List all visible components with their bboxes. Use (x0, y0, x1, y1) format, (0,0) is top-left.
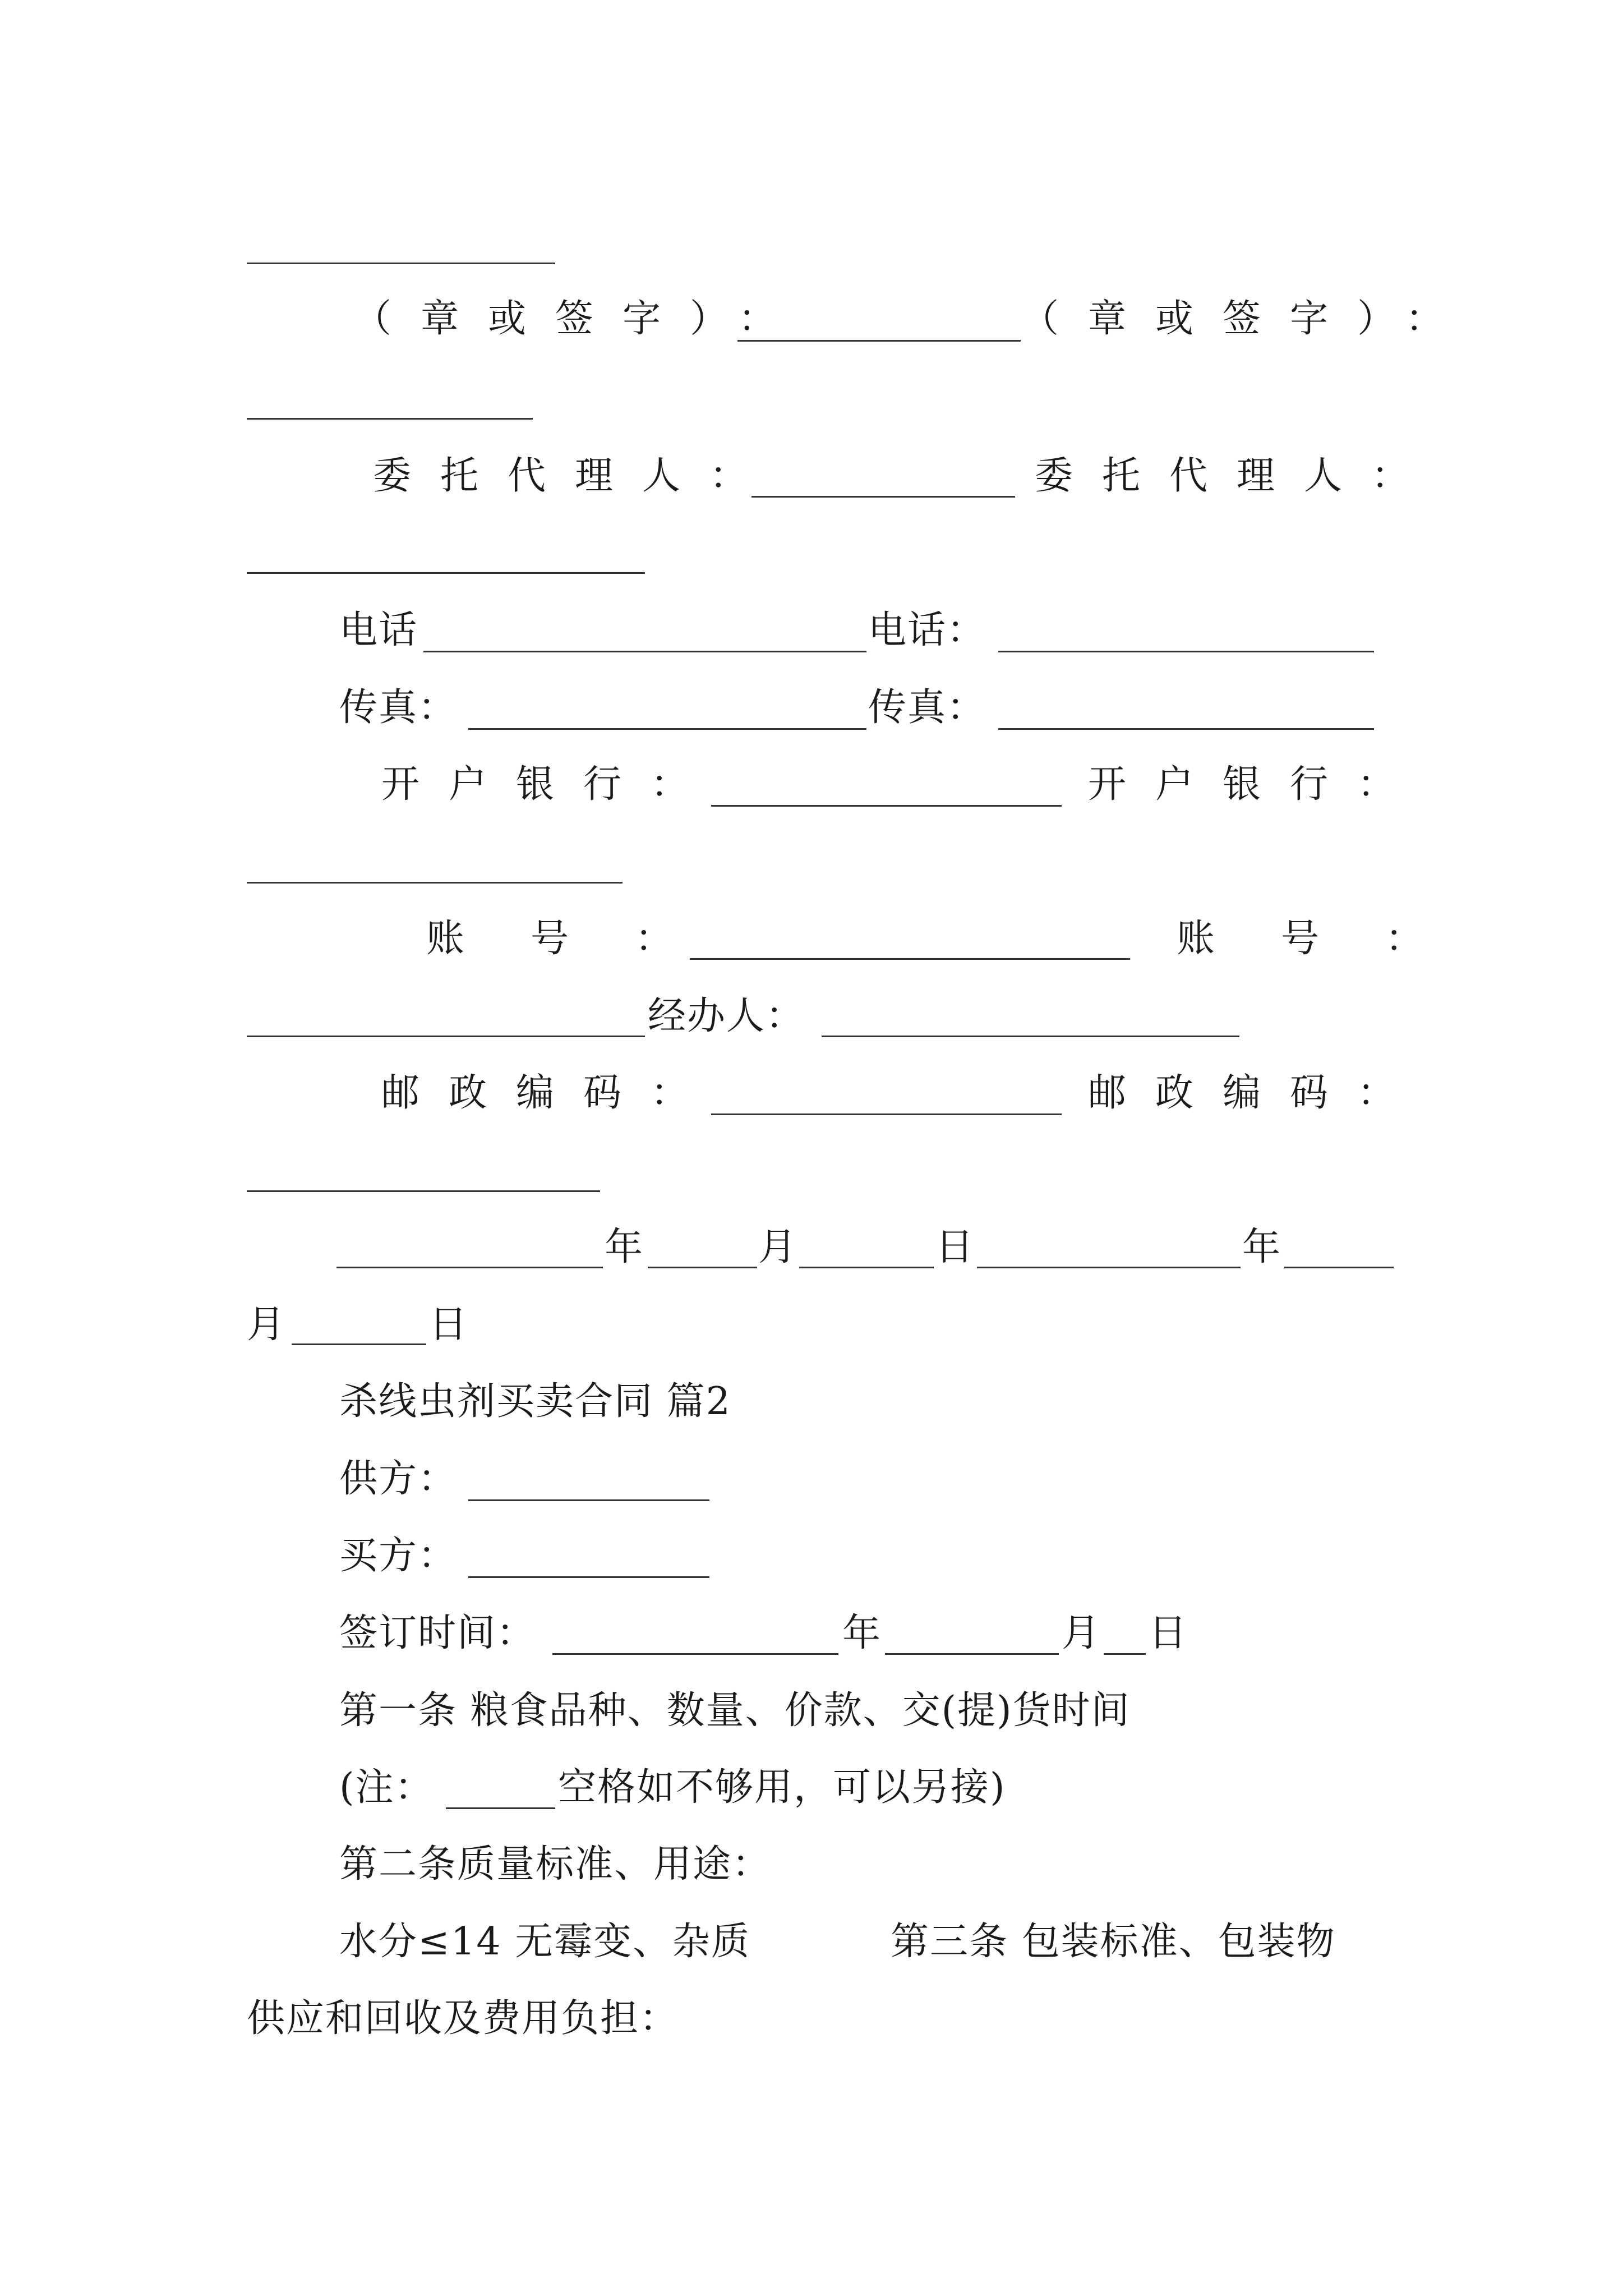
seal-blank-b[interactable] (247, 418, 533, 420)
fax-label-b: 传真： (868, 685, 986, 730)
article2: 第二条质量标准、用途： (339, 1842, 772, 1887)
date-year-blank-a[interactable] (336, 1267, 603, 1268)
supplier-label: 供方： (339, 1457, 458, 1501)
postcode-blank-b[interactable] (247, 1190, 600, 1192)
handler-blank[interactable] (822, 1036, 1239, 1037)
account-blank-b[interactable] (247, 1036, 645, 1037)
supplier-blank[interactable] (468, 1499, 709, 1501)
bank-label-b: 开户银行： (1088, 762, 1425, 807)
date-month-blank-a[interactable] (648, 1267, 757, 1268)
phone-blank-a[interactable] (423, 651, 866, 652)
bank-blank-a[interactable] (711, 805, 1062, 807)
bank-blank-b[interactable] (247, 882, 623, 884)
bank-label-a: 开户银行： (381, 762, 718, 807)
date-day-blank-a[interactable] (799, 1267, 934, 1268)
agent-blank-a[interactable] (751, 496, 1015, 498)
postcode-blank-a[interactable] (711, 1114, 1062, 1115)
date-day-label-b: 日 (429, 1303, 469, 1347)
signed-year-blank[interactable] (552, 1653, 838, 1655)
signature-blank-top[interactable] (247, 263, 555, 264)
note-open: (注： (339, 1765, 434, 1810)
note-blank[interactable] (446, 1807, 555, 1809)
postcode-label-b: 邮政编码： (1088, 1071, 1425, 1115)
postcode-label-a: 邮政编码： (381, 1071, 718, 1115)
article3-cont: 供应和回收及费用负担： (247, 1996, 679, 2041)
date-day-label-a: 日 (935, 1225, 975, 1269)
account-label-a: 账号： (426, 917, 740, 961)
signed-time-label: 签订时间： (339, 1611, 536, 1655)
date-month-blank-b[interactable] (1284, 1267, 1394, 1268)
note-rest: 空格如不够用，可以另接) (558, 1765, 1006, 1810)
agent-label-b: 委托代理人： (1035, 454, 1439, 498)
seal-label-a: （章或签字）： (353, 297, 806, 341)
article1: 第一条 粮食品种、数量、价款、交(提)货时间 (339, 1688, 1131, 1733)
agent-blank-b[interactable] (247, 572, 645, 574)
quality-standard: 水分≤14 无霉变、杂质 (339, 1920, 751, 1964)
signed-day-label: 日 (1149, 1611, 1188, 1655)
signed-month-blank[interactable] (885, 1653, 1059, 1655)
agent-label-a: 委托代理人： (373, 454, 777, 498)
date-year-label-b: 年 (1242, 1225, 1282, 1269)
date-month-label-b: 月 (247, 1303, 287, 1347)
date-year-blank-b[interactable] (977, 1267, 1241, 1268)
fax-label-a: 传真： (339, 685, 458, 730)
account-blank-a[interactable] (690, 958, 1130, 960)
contract2-title: 杀线虫剂买卖合同 篇2 (339, 1379, 731, 1424)
fax-blank-b[interactable] (998, 728, 1374, 730)
seal-blank-a[interactable] (737, 340, 1021, 342)
signed-day-blank[interactable] (1104, 1653, 1146, 1655)
article3: 第三条 包装标准、包装物 (891, 1920, 1336, 1964)
signed-year-label: 年 (842, 1611, 882, 1655)
handler-label: 经办人： (648, 994, 805, 1038)
date-month-label-a: 月 (758, 1225, 798, 1269)
phone-blank-b[interactable] (998, 651, 1374, 652)
seal-label-b: （章或签字）： (1021, 297, 1473, 341)
fax-blank-a[interactable] (468, 728, 866, 730)
signed-month-label: 月 (1062, 1611, 1101, 1655)
phone-label-b: 电话： (868, 608, 986, 652)
date-day-blank-b[interactable] (292, 1343, 426, 1345)
date-year-label-a: 年 (605, 1225, 644, 1269)
phone-label-a: 电话 (339, 608, 418, 652)
account-label-b: 账号： (1177, 917, 1490, 961)
buyer-blank[interactable] (468, 1576, 709, 1578)
buyer-label: 买方： (339, 1534, 458, 1578)
